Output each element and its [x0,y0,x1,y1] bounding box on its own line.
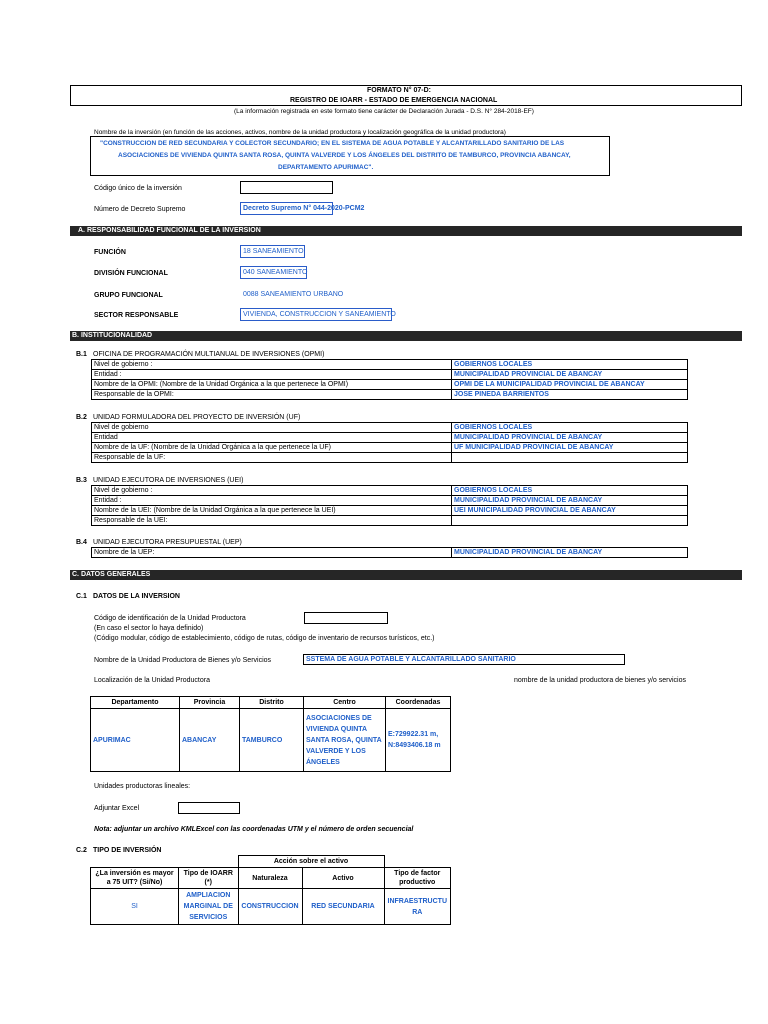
formato-number: FORMATO N° 07-D: [367,87,431,94]
b2-label-3: Responsable de la UF: [92,453,452,463]
declaration-note: (La información registrada en este formato tiene carácter de Declaración Jurada - D.S. N° 284-2018-EF) [234,108,534,115]
b1-title: OFICINA DE PROGRAMACIÓN MULTIANUAL DE INVERSIONES (OPMI) [93,351,325,358]
header-naturaleza: Naturaleza [238,868,302,889]
investment-type-table [90,855,451,925]
up-id-label-3: (Código modular, código de establecimiento, código de rutas, código de inventario de recursos turísticos, etc.) [94,635,435,642]
loc-coord-line: E:729922.31 m, [388,731,439,738]
table-row [92,360,688,370]
linear-units-label: Unidades productoras lineales: [94,783,191,790]
table-row [92,516,688,526]
header-line: ¿La inversión es mayor [95,870,174,877]
loc-provincia[interactable]: ABANCAY [180,709,240,772]
value-line: MARGINAL DE [183,903,233,910]
section-a-header: A. RESPONSABILIDAD FUNCIONAL DE LA INVERSION [70,226,742,236]
attach-excel-field[interactable] [178,802,240,814]
decree-label: Número de Decreto Supremo [94,206,186,213]
kml-note: Nota: adjuntar un archivo KMLExcel con las coordenadas UTM y el número de orden secuencial [94,826,414,833]
investment-name-line-3: DEPARTAMENTO APURIMAC". [278,164,374,171]
uei-table [91,485,688,526]
investment-name-label: Nombre de la inversión (en función de las acciones, activos, nombre de la unidad productora y localización geográfica de la unidad productora) [94,129,506,136]
sector-responsable-label: SECTOR RESPONSABLE [94,312,179,319]
table-row [91,868,451,889]
table-row [92,506,688,516]
table-row [92,380,688,390]
b4-value-0[interactable]: MUNICIPALIDAD PROVINCIAL DE ABANCAY [452,548,688,558]
value-naturaleza[interactable]: CONSTRUCCION [238,889,302,925]
loc-centro[interactable] [304,709,386,772]
loc-header-centro: Centro [304,697,386,709]
b1-label-0: Nivel de gobierno : [92,360,452,370]
loc-header-provincia: Provincia [180,697,240,709]
b2-title: UNIDAD FORMULADORA DEL PROYECTO DE INVERSIÓN (UF) [93,414,301,421]
location-table [90,696,451,772]
loc-header-coordenadas: Coordenadas [386,697,451,709]
loc-centro-line: SANTA ROSA, QUINTA [306,736,382,744]
loc-header-departamento: Departamento [91,697,180,709]
b2-value-2[interactable]: UF MUNICIPALIDAD PROVINCIAL DE ABANCAY [452,443,688,453]
c2-title: TIPO DE INVERSIÓN [93,847,162,854]
b2-value-1[interactable]: MUNICIPALIDAD PROVINCIAL DE ABANCAY [452,433,688,443]
b2-value-3[interactable] [452,453,688,463]
b1-value-0[interactable]: GOBIERNOS LOCALES [452,360,688,370]
section-b-header: B. INSTITUCIONALIDAD [70,331,742,341]
b3-label-2: Nombre de la UEI: (Nombre de la Unidad Orgánica a la que pertenece la UEI) [92,506,452,516]
group-header-accion: Acción sobre el activo [238,856,384,868]
attach-excel-label: Adjuntar Excel [94,805,140,812]
b2-number: B.2 [76,414,87,421]
table-row [92,548,688,558]
b1-value-2[interactable]: OPMI DE LA MUNICIPALIDAD PROVINCIAL DE ABANCAY [452,380,688,390]
investment-code-label: Código único de la inversión [94,185,182,192]
grupo-funcional-field[interactable]: 0088 SANEAMIENTO URBANO [243,291,344,298]
table-row [92,390,688,400]
header-line: productivo [399,879,436,886]
b4-title: UNIDAD EJECUTORA PRESUPUESTAL (UEP) [93,539,242,546]
header-line: (*) [204,879,212,886]
loc-coord-line: N:8493406.18 m [388,742,441,749]
decree-field[interactable]: Decreto Supremo N° 044-2020-PCM2 [240,202,333,215]
location-label: Localización de la Unidad Productora [94,677,210,684]
c1-title: DATOS DE LA INVERSION [93,593,180,600]
table-row [91,889,451,925]
sector-responsable-field[interactable]: VIVIENDA, CONSTRUCCION Y SANEAMIENTO [240,308,392,321]
header-activo: Activo [302,868,384,889]
funcion-label: FUNCIÓN [94,249,126,256]
b3-value-1[interactable]: MUNICIPALIDAD PROVINCIAL DE ABANCAY [452,496,688,506]
b1-label-2: Nombre de la OPMI: (Nombre de la Unidad Orgánica a la que pertenece la OPMI) [92,380,452,390]
header-line: a 75 UIT? (Si/No) [106,879,163,886]
header-tipo-ioarr [179,868,239,889]
value-line: INFRAESTRUCTU [387,897,447,905]
table-row [92,443,688,453]
loc-distrito[interactable]: TAMBURCO [240,709,304,772]
header-mayor-75-uit [91,868,179,889]
b3-title: UNIDAD EJECUTORA DE INVERSIONES (UEI) [93,477,244,484]
table-row [92,433,688,443]
section-c-header: C. DATOS GENERALES [70,570,742,580]
table-row [92,496,688,506]
b3-number: B.3 [76,477,87,484]
up-name-field[interactable]: SSTEMA DE AGUA POTABLE Y ALCANTARILLADO SANITARIO [303,654,625,665]
up-id-label-2: (En caso el sector lo haya definido) [94,625,204,632]
value-tipo-ioarr[interactable] [179,889,239,925]
opmi-table [91,359,688,400]
header-line: Tipo de IOARR [183,870,233,877]
c1-number: C.1 [76,593,87,600]
division-funcional-label: DIVISIÓN FUNCIONAL [94,270,168,277]
division-funcional-field[interactable]: 040 SANEAMIENTO [240,266,307,279]
value-line: AMPLIACION [186,892,231,899]
loc-centro-line: VIVIENDA QUINTA [306,725,368,733]
b1-value-3[interactable]: JOSE PINEDA BARRIENTOS [452,390,688,400]
b1-value-1[interactable]: MUNICIPALIDAD PROVINCIAL DE ABANCAY [452,370,688,380]
b1-label-3: Responsable de la OPMI: [92,390,452,400]
table-row [92,486,688,496]
b3-label-3: Responsable de la UEI: [92,516,452,526]
investment-name-line-2: ASOCIACIONES DE VIVIENDA QUINTA SANTA ROSA, QUINTA VALVERDE Y LOS ÁNGELES DEL DISTRITO DE TAMBURCO, PROVINCIA ABANCAY, [118,152,571,159]
loc-coordenadas[interactable] [386,709,451,772]
table-row [91,697,451,709]
loc-header-distrito: Distrito [240,697,304,709]
b3-value-3[interactable] [452,516,688,526]
b1-number: B.1 [76,351,87,358]
table-row [92,453,688,463]
loc-centro-line: ÁNGELES [306,758,340,766]
table-row [91,709,451,772]
b4-number: B.4 [76,539,87,546]
up-id-label-1: Código de identificación de la Unidad Productora [94,615,246,622]
b3-value-2[interactable]: UEI MUNICIPALIDAD PROVINCIAL DE ABANCAY [452,506,688,516]
b4-label-0: Nombre de la UEP: [92,548,452,558]
value-factor-productivo[interactable] [384,889,451,925]
header-factor-productivo [384,868,451,889]
funcion-field[interactable]: 18 SANEAMIENTO [240,245,305,258]
up-name-label: Nombre de la Unidad Productora de Bienes y/o Servicios [94,657,272,664]
table-row [92,423,688,433]
loc-centro-line: ASOCIACIONES DE [306,714,372,722]
b3-label-0: Nivel de gobierno : [92,486,452,496]
loc-centro-line: VALVERDE Y LOS [306,747,366,755]
b2-label-2: Nombre de la UF: (Nombre de la Unidad Orgánica a la que pertenece la UF) [92,443,452,453]
investment-code-field[interactable] [240,181,333,194]
table-row [92,370,688,380]
investment-name-line-1: "CONSTRUCCION DE RED SECUNDARIA Y COLECTOR SECUNDARIO; EN EL SISTEMA DE AGUA POTABLE Y ALCANTARILLADO SANITARIO DE LAS [100,140,565,147]
value-activo[interactable]: RED SECUNDARIA [302,889,384,925]
header-line: Tipo de factor [394,870,441,877]
uf-table [91,422,688,463]
c2-number: C.2 [76,847,87,854]
b3-value-0[interactable]: GOBIERNOS LOCALES [452,486,688,496]
value-line: RA [412,908,423,916]
b2-label-0: Nivel de gobierno [92,423,452,433]
b1-label-1: Entidad : [92,370,452,380]
value-mayor-75-uit[interactable]: SI [91,889,179,925]
page-title: REGISTRO DE IOARR - ESTADO DE EMERGENCIA NACIONAL [290,97,498,104]
uep-table [91,547,688,558]
b2-label-1: Entidad [92,433,452,443]
b3-label-1: Entidad : [92,496,452,506]
b2-value-0[interactable]: GOBIERNOS LOCALES [452,423,688,433]
grupo-funcional-label: GRUPO FUNCIONAL [94,292,163,299]
loc-departamento[interactable]: APURIMAC [91,709,180,772]
up-id-field[interactable] [304,612,388,624]
table-row [91,856,451,868]
up-side-note: nombre de la unidad productora de bienes y/o servicios [514,677,686,684]
value-line: SERVICIOS [189,914,228,921]
